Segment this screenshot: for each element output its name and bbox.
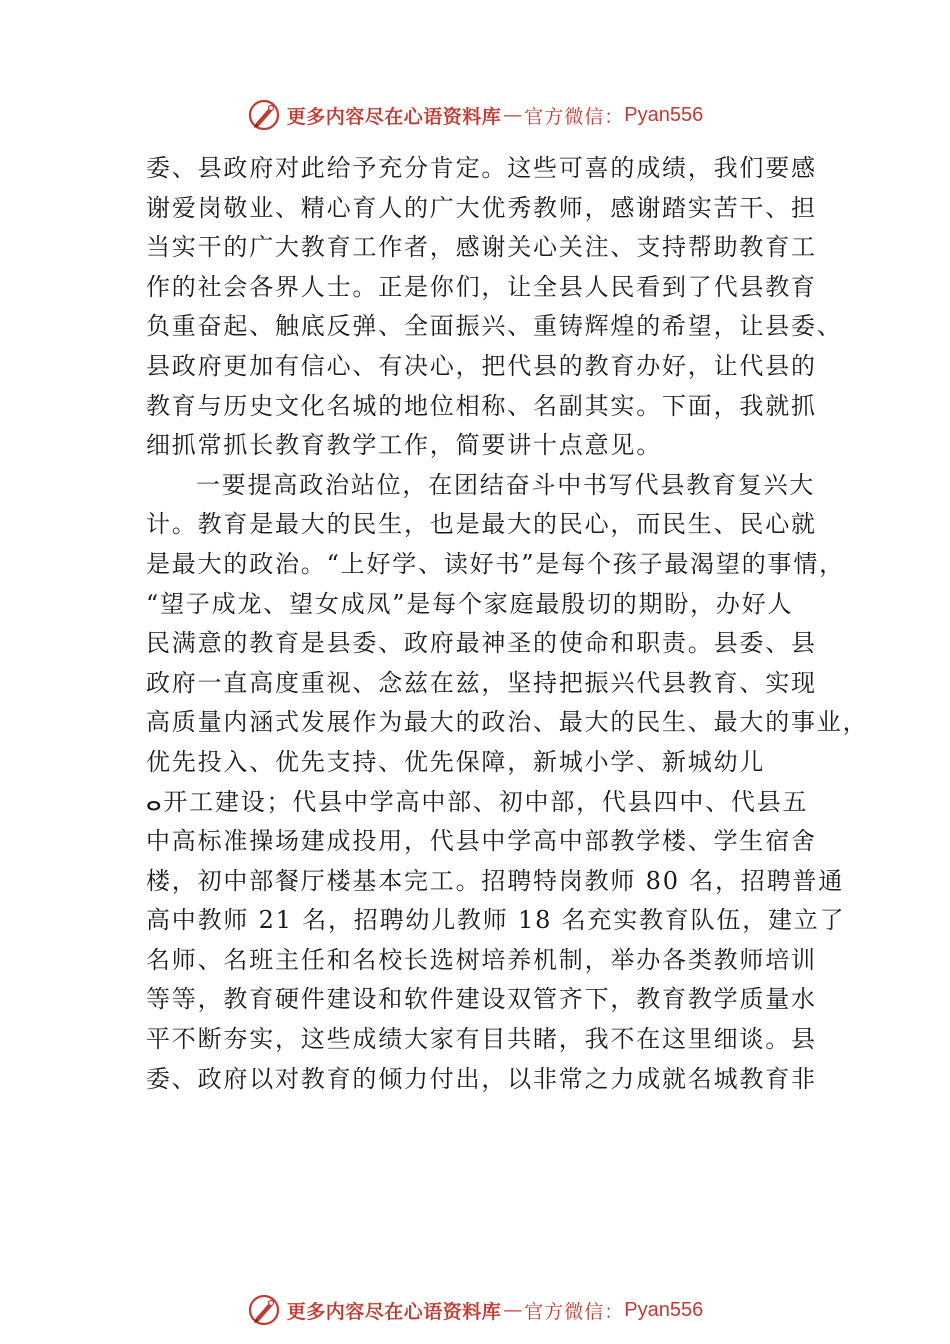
text-line: ⴰ开工建设；代县中学高中部、初中部，代县四中、代县五 — [146, 787, 809, 816]
paragraph-start-line: 一要提高政治站位，在团结奋斗中书写代县教育复兴大 — [196, 470, 816, 499]
text-line: 中高标准操场建成投用，代县中学高中部教学楼、学生宿舍 — [146, 827, 817, 856]
document-body — [146, 149, 869, 1099]
footer-wechat-label: 官方微信： — [524, 1300, 625, 1323]
text-line: 负重奋起、触底反弹、全面振兴、重铸辉煌的希望，让县委、 — [146, 312, 843, 341]
text-line: 政府一直高度重视、念兹在兹，坚持把振兴代县教育、实现 — [146, 668, 817, 697]
text-line: 民满意的教育是县委、政府最神圣的使命和职责。县委、县 — [146, 629, 817, 658]
text-line: 高质量内涵式发展作为最大的政治、最大的民生、最大的事业， — [146, 708, 869, 737]
text-line: 计。教育是最大的民生，也是最大的民心，而民生、民心就 — [146, 510, 817, 539]
text-line: 委、县政府对此给予充分肯定。这些可喜的成绩，我们要感 — [146, 154, 817, 182]
text-line: 当实干的广大教育工作者，感谢关心关注、支持帮助教育工 — [146, 233, 817, 262]
header-brand-text: 更多内容尽在心语资料库 — [286, 105, 502, 128]
text-line: 等等，教育硬件建设和软件建设双管齐下，教育教学质量水 — [146, 985, 817, 1014]
text-line: 作的社会各界人士。正是你们，让全县人民看到了代县教育 — [146, 272, 817, 301]
footer-wechat-id: Pyan556 — [624, 1298, 704, 1321]
header-wechat-label: 官方微信： — [524, 105, 625, 128]
text-line: 名师、名班主任和名校长选树培养机制，举办各类教师培训 — [146, 945, 817, 974]
text-line: 细抓常抓长教育教学工作，简要讲十点意见。 — [146, 431, 662, 460]
footer-banner — [0, 1290, 950, 1330]
text-line: 平不断夯实，这些成绩大家有目共睹，我不在这里细谈。县 — [146, 1025, 817, 1054]
text-line: 县政府更加有信心、有决心，把代县的教育办好，让代县的 — [146, 351, 817, 380]
footer-brand-text: 更多内容尽在心语资料库 — [286, 1300, 502, 1323]
header-banner — [0, 95, 950, 135]
text-line: 优先投入、优先支持、优先保障，新城小学、新城幼儿 — [146, 747, 766, 776]
pen-logo-icon — [247, 98, 281, 132]
header-wechat-id: Pyan556 — [624, 103, 704, 126]
text-line: 是最大的政治。“上好学、读好书”是每个孩子最渴望的事情， — [146, 549, 845, 578]
text-line: 谢爱岗敬业、精心育人的广大优秀教师，感谢踏实苦干、担 — [146, 193, 817, 222]
pen-logo-icon — [247, 1293, 281, 1327]
header-separator: — — [503, 104, 523, 126]
text-line: 教育与历史文化名城的地位相称、名副其实。下面，我就抓 — [146, 391, 817, 420]
text-line: 高中教师 21 名，招聘幼儿教师 18 名充实教育队伍，建立了 — [146, 906, 846, 935]
text-line: 委、政府以对教育的倾力付出，以非常之力成就名城教育非 — [146, 1064, 817, 1093]
text-line: 楼，初中部餐厅楼基本完工。招聘特岗教师 80 名，招聘普通 — [146, 866, 844, 895]
text-line: “望子成龙、望女成凤”是每个家庭最殷切的期盼，办好人 — [146, 589, 794, 618]
footer-separator: — — [503, 1299, 523, 1321]
